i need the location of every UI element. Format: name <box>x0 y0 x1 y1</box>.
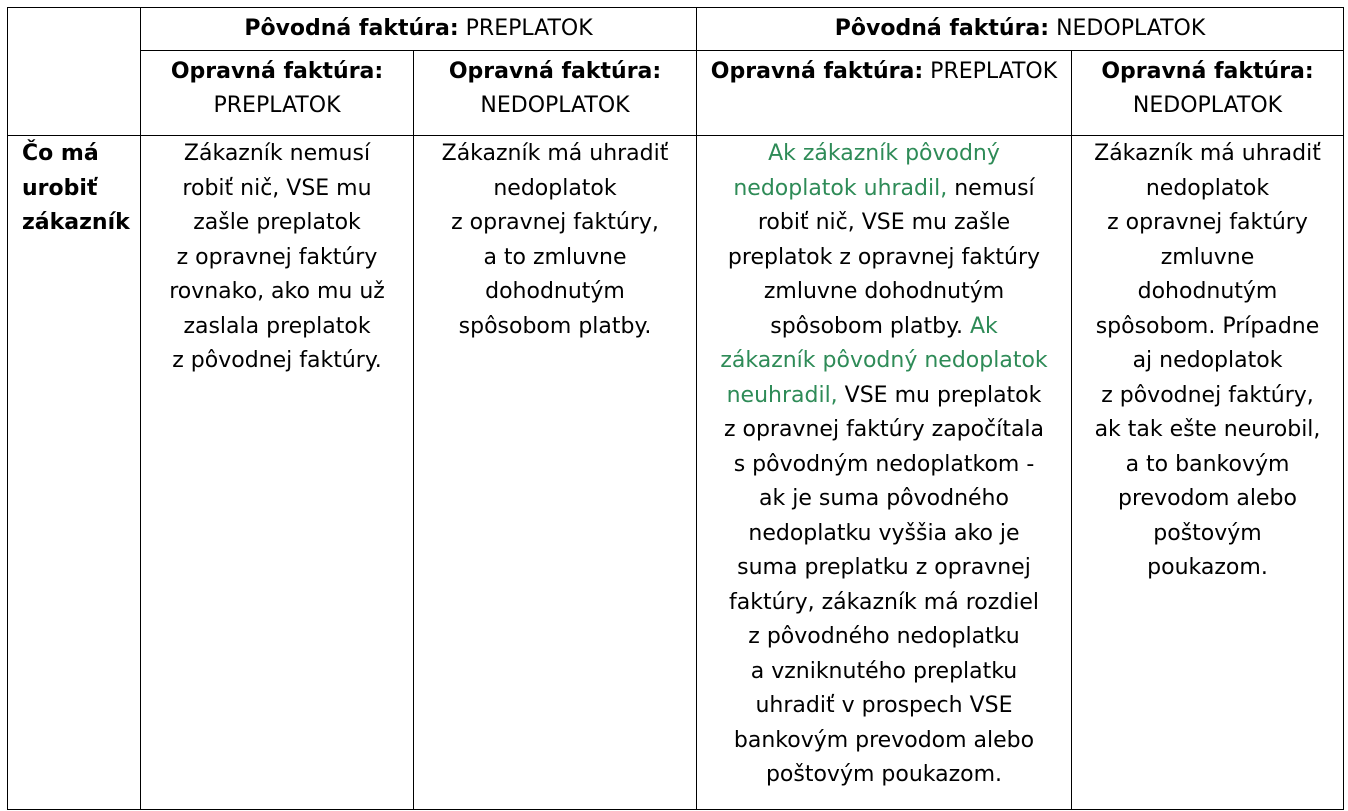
sub-header-underpayment-overpayment <box>697 51 1072 136</box>
header-row-corrective-invoice <box>8 51 1344 136</box>
sub-header-label: Opravná faktúra: <box>448 59 662 84</box>
unpaid-condition-text: VSE mu preplatok z opravnej faktúry započítala s pôvodným nedoplatkom - ak je suma pôvodného nedoplatku vyššia ako je suma preplatku z opravnej faktúry, zákazník má rozdiel z pôvodného nedoplatku a vzniknutého preplatku uhradiť v prospech VSE bankovým prevodom alebo poštovým poukazom. <box>723 382 1045 787</box>
sub-header-label: Opravná faktúra: <box>710 59 924 84</box>
sub-header-label: Opravná faktúra: <box>1101 59 1314 84</box>
cell-overpayment-underpayment: Zákazník má uhradiť nedoplatok z opravnej faktúry, a to zmluvne dohodnutým spôsobom platby. <box>414 136 697 810</box>
highlight-unpaid-condition: Ak zákazník pôvodný nedoplatok neuhradil, <box>720 313 1048 408</box>
sub-header-underpayment-underpayment <box>1072 51 1344 136</box>
customer-action-row <box>8 136 1344 810</box>
group-header-label: Pôvodná faktúra: <box>244 16 459 41</box>
cell-overpayment-overpayment: Zákazník nemusí robiť nič, VSE mu zašle preplatok z opravnej faktúry rovnako, ako mu už zaslala preplatok z pôvodnej faktúry. <box>141 136 414 810</box>
group-header-value: NEDOPLATOK <box>1056 16 1206 41</box>
group-header-label: Pôvodná faktúra: <box>834 16 1050 41</box>
sub-header-label: Opravná faktúra: <box>170 59 384 84</box>
cell-underpayment-underpayment: Zákazník má uhradiť nedoplatok z opravnej faktúry zmluvne dohodnutým spôsobom. Prípadne aj nedoplatok z pôvodnej faktúry, ak tak ešte neurobil, a to bankovým prevodom alebo poštovým poukazom. <box>1072 136 1344 810</box>
sub-header-overpayment-underpayment <box>414 51 697 136</box>
group-header-original-underpayment <box>697 8 1344 51</box>
group-header-original-overpayment <box>141 8 697 51</box>
sub-header-value: NEDOPLATOK <box>480 93 630 118</box>
sub-header-value: PREPLATOK <box>213 93 341 118</box>
sub-header-overpayment-overpayment <box>141 51 414 136</box>
group-header-value: PREPLATOK <box>465 16 593 41</box>
sub-header-value: PREPLATOK <box>930 59 1058 84</box>
highlight-paid-condition: Ak zákazník pôvodný nedoplatok uhradil, <box>733 141 1000 201</box>
paid-condition-text: nemusí robiť nič, VSE mu zašle preplatok z opravnej faktúry zmluvne dohodnutým spôsobom platby. <box>727 175 1041 339</box>
header-row-original-invoice <box>8 8 1344 51</box>
sub-header-value: NEDOPLATOK <box>1132 93 1283 118</box>
cell-underpayment-overpayment <box>697 136 1072 810</box>
corner-cell <box>8 8 141 136</box>
invoice-comparison-table <box>7 7 1344 810</box>
row-label-customer-action: Čo má urobiť zákazník <box>8 136 141 810</box>
